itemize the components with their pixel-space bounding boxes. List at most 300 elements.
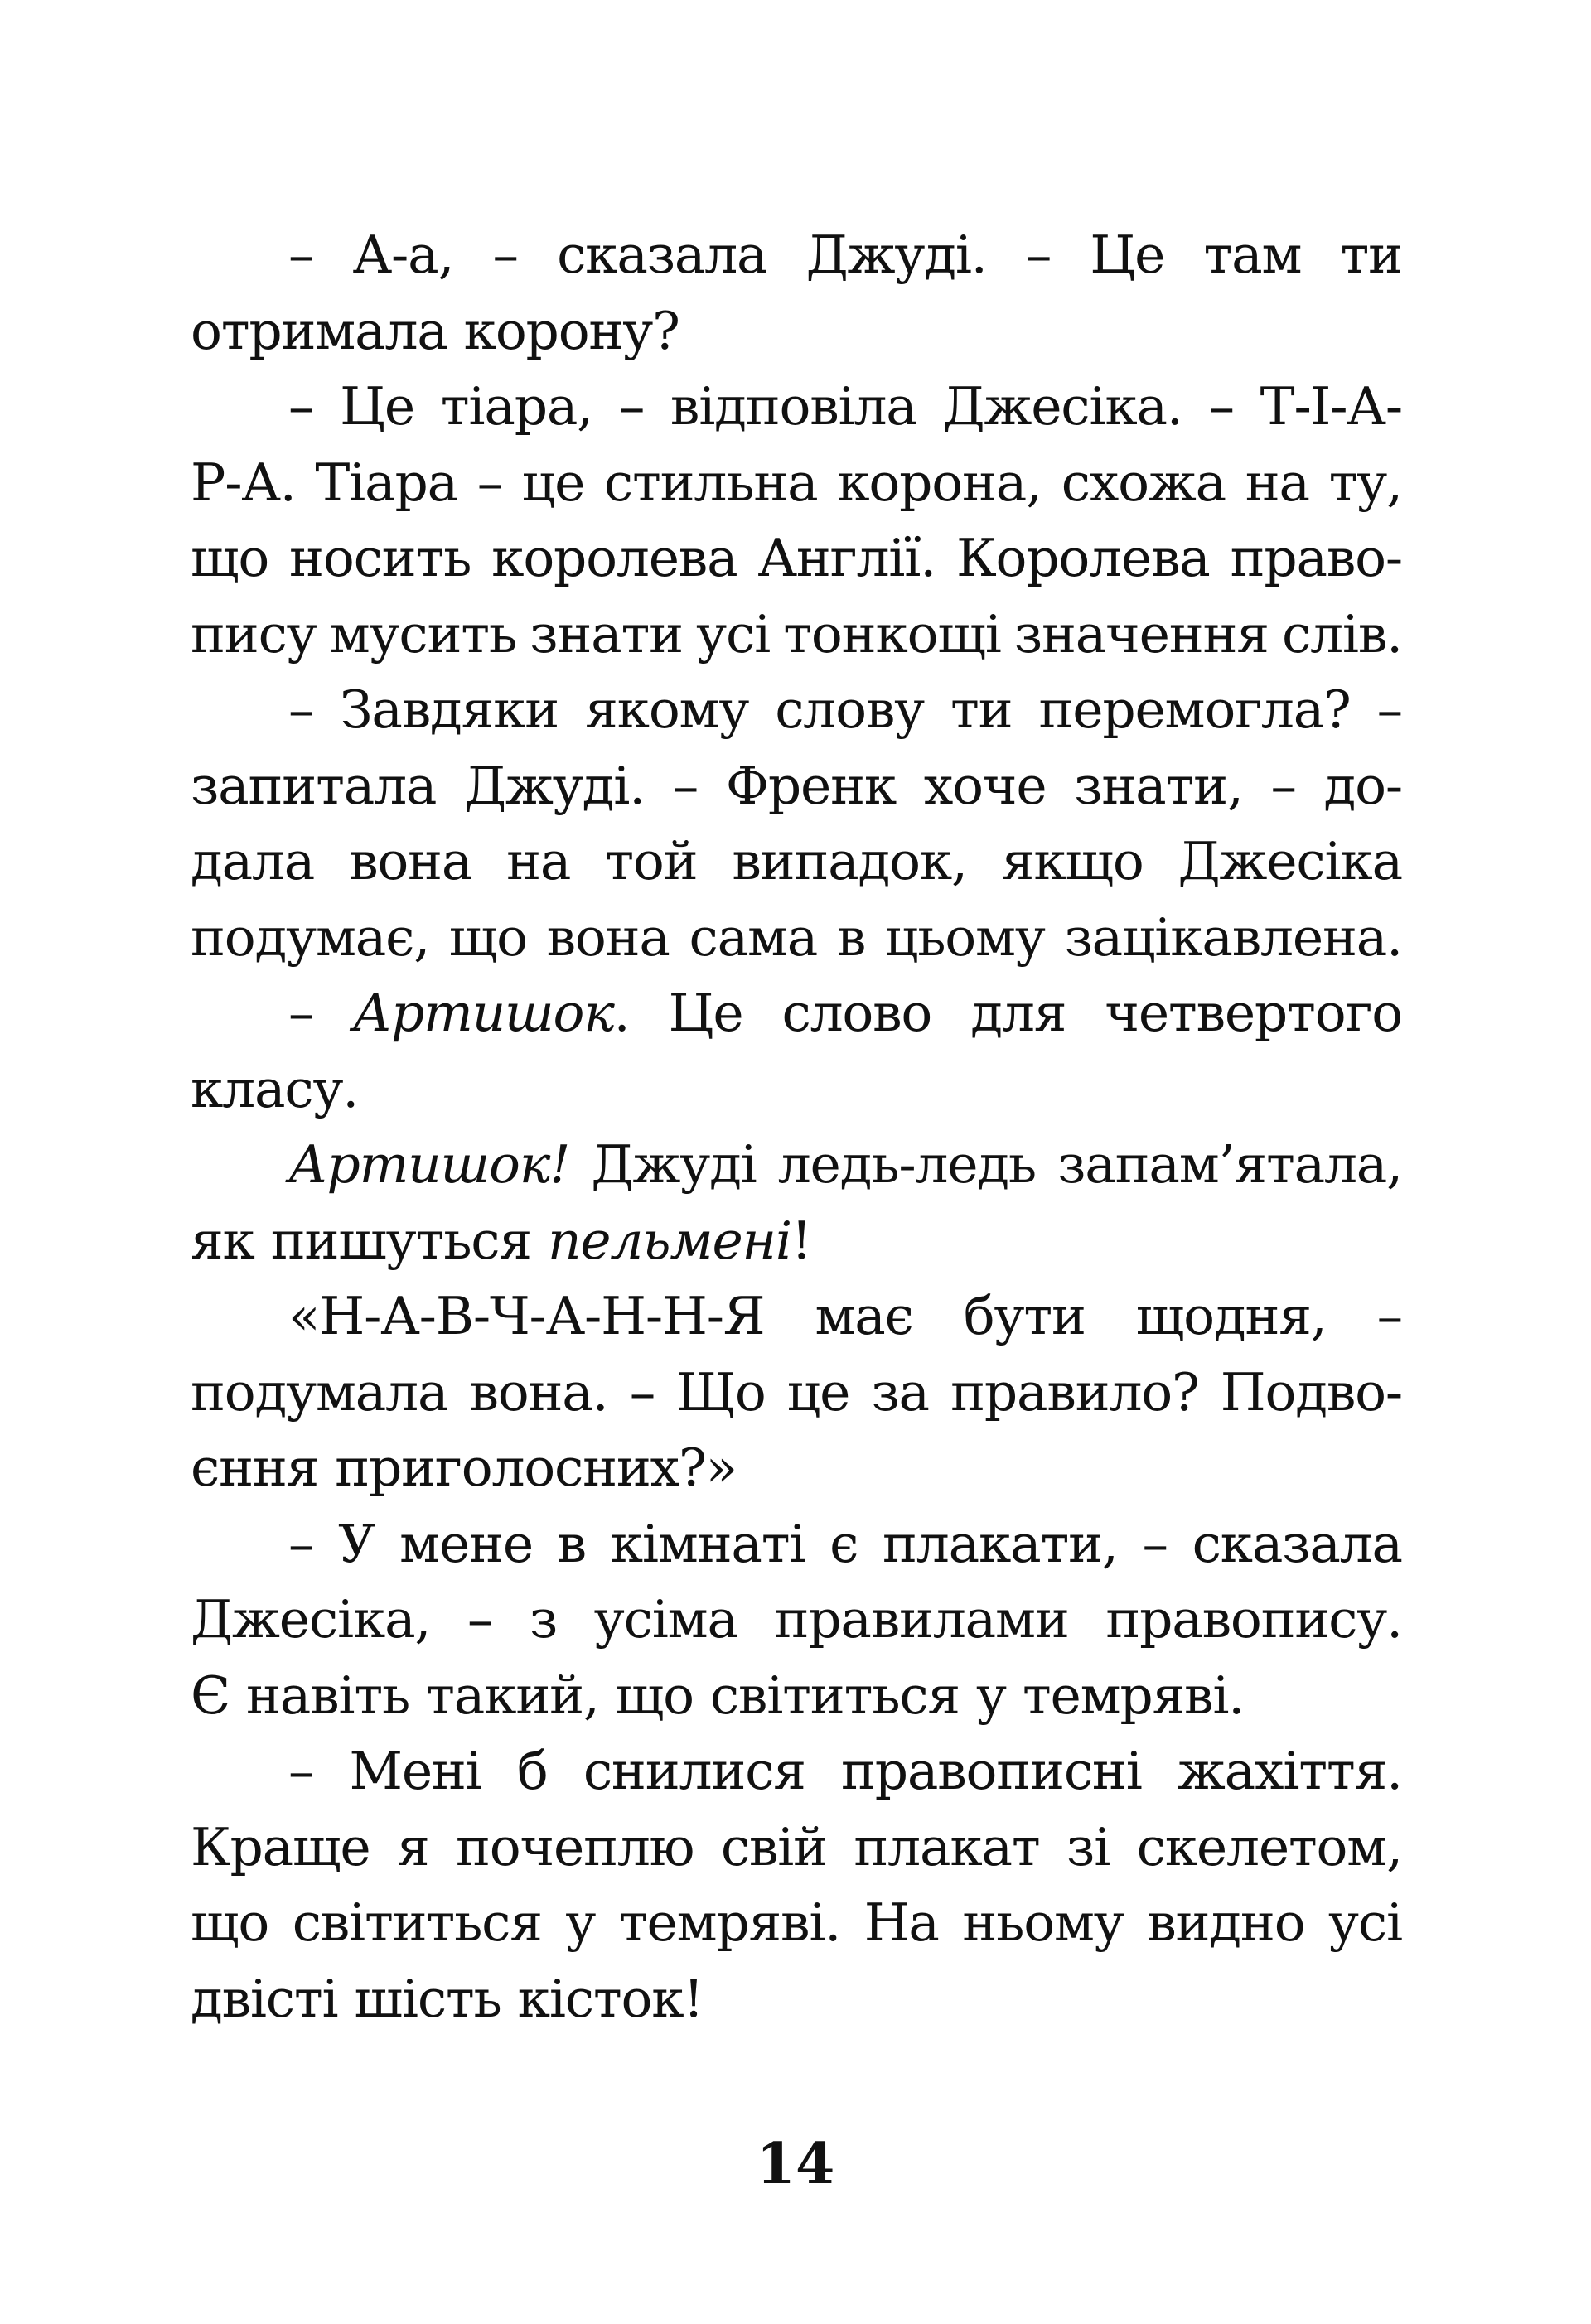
text: Тіара — [315, 452, 457, 513]
text: випадок, — [732, 831, 967, 891]
word — [1209, 369, 1234, 445]
text: мене — [399, 1513, 533, 1574]
word — [191, 1658, 230, 1734]
text: шість — [354, 1968, 501, 2029]
text-line — [191, 748, 1402, 824]
word — [315, 445, 457, 521]
text: знати — [530, 603, 683, 664]
text: – — [1376, 679, 1402, 740]
text: на — [1245, 452, 1309, 513]
word — [829, 1506, 858, 1582]
word — [775, 1582, 1069, 1658]
text-line — [191, 1203, 1402, 1279]
text: правописні — [840, 1741, 1142, 1801]
word — [1057, 1127, 1402, 1203]
word — [191, 445, 296, 521]
word — [1178, 824, 1402, 900]
word — [289, 520, 471, 597]
word — [565, 1885, 595, 1961]
word — [782, 975, 932, 1051]
word — [696, 597, 770, 673]
word — [191, 1885, 268, 1961]
text: «Н-А-В-Ч-А-Н-Н-Я — [288, 1286, 765, 1346]
text: слово — [781, 983, 932, 1043]
text: якому — [585, 679, 749, 740]
page-number: 14 — [756, 2131, 835, 2197]
text: плакати, — [882, 1513, 1118, 1574]
word — [962, 1885, 1123, 1961]
word — [585, 672, 748, 748]
text-line — [191, 1430, 1402, 1506]
text: – — [1376, 1286, 1402, 1346]
word — [191, 1582, 430, 1658]
text: цьому — [884, 906, 1045, 968]
text: в — [557, 1513, 586, 1574]
word — [732, 824, 967, 900]
word — [399, 1506, 533, 1582]
text: вона. — [469, 1361, 608, 1423]
text-line — [191, 975, 1402, 1051]
text: свій — [720, 1816, 827, 1877]
word — [726, 748, 896, 824]
text: з — [529, 1589, 558, 1650]
word — [288, 975, 313, 1051]
text: світиться — [709, 1664, 960, 1726]
text: Джесіка. — [942, 376, 1182, 437]
word — [1014, 597, 1269, 673]
text: Це — [340, 376, 414, 437]
text: що — [191, 1892, 269, 1953]
word — [288, 1506, 313, 1582]
text: Р-А. — [191, 452, 296, 513]
word — [557, 217, 766, 293]
word — [611, 1506, 805, 1582]
text: четвертого — [1105, 983, 1402, 1043]
text: подумає, — [191, 906, 430, 968]
text: хоче — [923, 755, 1047, 816]
word — [449, 900, 527, 976]
text: – — [288, 1513, 314, 1574]
word — [1245, 445, 1309, 521]
word — [950, 672, 1012, 748]
word — [288, 369, 313, 445]
text: світиться — [292, 1892, 542, 1953]
word — [558, 1506, 586, 1582]
word — [673, 748, 698, 824]
text: вона — [349, 831, 472, 891]
word — [1221, 1355, 1402, 1431]
text: Це — [668, 983, 743, 1043]
word — [837, 900, 865, 976]
text: що — [448, 906, 527, 968]
text: На — [863, 1892, 939, 1953]
text: – — [467, 1589, 493, 1650]
text: правилами — [774, 1589, 1069, 1650]
text: право- — [1230, 528, 1402, 588]
text-line — [191, 900, 1402, 976]
word — [1324, 748, 1402, 824]
word — [1023, 1658, 1244, 1734]
word — [191, 1430, 318, 1506]
text-line — [191, 824, 1402, 900]
text: темряві. — [1022, 1664, 1245, 1726]
body-text — [191, 217, 1402, 2037]
word — [1271, 748, 1296, 824]
word — [1064, 900, 1401, 976]
word — [349, 824, 471, 900]
text: у — [565, 1892, 596, 1953]
word — [689, 900, 818, 976]
word — [619, 1885, 840, 1961]
text: – — [672, 755, 699, 816]
text: Джесіка, — [191, 1589, 431, 1650]
text-line — [191, 1885, 1402, 1961]
word — [1136, 1278, 1327, 1355]
text: це — [521, 452, 585, 513]
word — [191, 597, 317, 673]
word — [191, 1203, 254, 1279]
word — [871, 1355, 929, 1431]
word — [1377, 672, 1402, 748]
text: – — [1142, 1513, 1168, 1574]
text: зі — [1066, 1816, 1110, 1877]
text: Джесіка — [1178, 831, 1402, 891]
text: пису — [191, 603, 317, 664]
text: ти — [950, 679, 1013, 740]
text: бути — [963, 1286, 1086, 1346]
text: б — [516, 1741, 548, 1801]
text: приголосних?» — [335, 1437, 737, 1498]
text: двісті — [191, 1968, 338, 2029]
text: в — [836, 906, 866, 968]
word — [246, 1658, 409, 1734]
text: почеплю — [456, 1816, 694, 1877]
text: А-а, — [352, 225, 454, 285]
word — [288, 217, 313, 293]
word — [837, 445, 1042, 521]
word — [1328, 1885, 1402, 1961]
italic-text: Артишок — [352, 983, 614, 1043]
text: корону? — [463, 300, 679, 361]
text: там — [1203, 225, 1302, 285]
text: носить — [289, 528, 471, 588]
word — [1282, 597, 1402, 673]
word — [330, 597, 516, 673]
word — [506, 824, 570, 900]
word — [467, 1582, 492, 1658]
text: Френк — [725, 755, 897, 816]
text: Завдяки — [340, 679, 559, 740]
text: правопису. — [1105, 1589, 1402, 1650]
text: правило? — [950, 1361, 1199, 1423]
text: слів. — [1282, 603, 1402, 664]
text: – — [288, 225, 314, 285]
text: Т-І-А- — [1260, 376, 1402, 437]
word — [464, 293, 679, 370]
text-line — [191, 1127, 1402, 1203]
word — [950, 1355, 1198, 1431]
word — [355, 1961, 501, 2037]
text: ледь-ледь — [777, 1134, 1036, 1195]
text: класу. — [191, 1058, 359, 1119]
word — [456, 1809, 694, 1886]
text: я — [396, 1816, 429, 1877]
text: сама — [689, 906, 818, 968]
word — [1231, 520, 1402, 597]
word — [1260, 369, 1402, 445]
word — [288, 1127, 569, 1203]
text: – — [1208, 376, 1234, 437]
word — [956, 520, 1210, 597]
text-line — [191, 672, 1402, 748]
text: для — [970, 983, 1066, 1043]
word — [1340, 217, 1401, 293]
word — [605, 824, 697, 900]
word — [1026, 217, 1051, 293]
text: – — [618, 376, 645, 437]
word — [619, 369, 644, 445]
text: королева — [491, 528, 737, 588]
word — [426, 1658, 599, 1734]
text: значення — [1013, 603, 1269, 664]
text: ти — [1340, 225, 1402, 285]
word — [1178, 1733, 1402, 1809]
text: корона, — [837, 452, 1042, 513]
text-line — [191, 520, 1402, 597]
text-line — [191, 1961, 1402, 2037]
word — [518, 1961, 704, 2037]
word — [547, 900, 670, 976]
text-line — [191, 445, 1402, 521]
word — [191, 1809, 370, 1886]
word — [491, 520, 737, 597]
text: усі — [1328, 1892, 1402, 1953]
word — [1066, 1809, 1110, 1886]
text: що — [615, 1664, 694, 1726]
word — [841, 1733, 1142, 1809]
text: Джуді. — [464, 755, 646, 816]
text-line — [191, 1658, 1402, 1734]
word — [604, 445, 818, 521]
text: – — [629, 1361, 655, 1423]
word — [340, 369, 414, 445]
word — [1038, 672, 1350, 748]
text: кісток! — [517, 1968, 704, 2029]
text: отримала — [191, 300, 447, 361]
word — [517, 1733, 548, 1809]
word — [1203, 217, 1301, 293]
word — [778, 1127, 1036, 1203]
word — [191, 520, 268, 597]
text: на — [506, 831, 571, 891]
text: – — [288, 376, 314, 437]
text: відповіла — [670, 376, 916, 437]
word — [616, 1658, 694, 1734]
word — [1061, 445, 1226, 521]
word — [350, 1733, 481, 1809]
text: У — [338, 1513, 375, 1574]
text: скелетом, — [1136, 1816, 1402, 1877]
text-line — [191, 1278, 1402, 1355]
word — [288, 1733, 313, 1809]
text-line — [191, 1582, 1402, 1658]
text: тіара, — [440, 376, 593, 437]
word — [806, 217, 987, 293]
word — [340, 672, 559, 748]
text: дала — [191, 831, 315, 891]
text: запитала — [191, 755, 437, 816]
text-line — [191, 1809, 1402, 1886]
word — [775, 672, 924, 748]
text: – — [492, 225, 518, 285]
text-line — [191, 217, 1402, 293]
text-line — [191, 1733, 1402, 1809]
word — [470, 1355, 608, 1431]
word — [191, 748, 436, 824]
text: запам’ятала, — [1057, 1134, 1402, 1195]
word — [885, 900, 1045, 976]
word — [924, 748, 1047, 824]
word — [854, 1809, 1039, 1886]
text: . — [613, 983, 630, 1043]
text: Мені — [349, 1741, 481, 1801]
word — [338, 1506, 375, 1582]
text: пишуться — [270, 1210, 531, 1271]
text: має — [815, 1286, 913, 1346]
text: навіть — [246, 1664, 410, 1726]
text: сказала — [557, 225, 767, 285]
word — [970, 975, 1066, 1051]
word — [288, 1278, 764, 1355]
text: усі — [696, 603, 771, 664]
word — [493, 217, 518, 293]
text: єння — [191, 1437, 319, 1498]
text: – — [1270, 755, 1296, 816]
italic-text: Артишок! — [288, 1134, 570, 1195]
text: тонкощі — [783, 603, 1001, 664]
word — [1074, 748, 1243, 824]
text: ту, — [1328, 452, 1402, 513]
text: кімнаті — [610, 1513, 805, 1574]
word — [191, 1051, 358, 1128]
word — [191, 824, 314, 900]
text: як — [191, 1210, 254, 1271]
text: ! — [791, 1210, 811, 1271]
text: у — [975, 1664, 1006, 1726]
word — [594, 1582, 737, 1658]
word — [1105, 975, 1402, 1051]
word — [530, 597, 683, 673]
word — [1377, 1278, 1402, 1355]
word — [548, 1203, 811, 1279]
text: Це — [1090, 225, 1165, 285]
word — [352, 975, 629, 1051]
word — [670, 369, 916, 445]
text: плакат — [854, 1816, 1040, 1877]
word — [815, 1278, 912, 1355]
text: Джуді — [591, 1134, 757, 1195]
word — [591, 1127, 756, 1203]
text: Подво- — [1220, 1361, 1402, 1423]
text: жахіття. — [1177, 1741, 1402, 1801]
text-line — [191, 597, 1402, 673]
text: Що — [676, 1361, 766, 1423]
text: той — [605, 831, 698, 891]
word — [441, 369, 592, 445]
word — [293, 1885, 542, 1961]
text-line — [191, 369, 1402, 445]
text-line — [191, 293, 1402, 370]
text: Джуді. — [805, 225, 987, 285]
word — [676, 1355, 765, 1431]
text-line — [191, 1506, 1402, 1582]
text: темряві. — [618, 1892, 841, 1953]
text: Краще — [191, 1816, 370, 1877]
text: знати, — [1074, 755, 1243, 816]
text: – — [288, 1741, 314, 1801]
text: – — [1025, 225, 1052, 285]
text: якщо — [1001, 831, 1144, 891]
word — [191, 1355, 447, 1431]
word — [721, 1809, 827, 1886]
word — [353, 217, 454, 293]
text: Королева — [955, 528, 1210, 588]
text: подумала — [191, 1361, 448, 1423]
word — [191, 1961, 338, 2037]
word — [1137, 1809, 1402, 1886]
word — [530, 1582, 557, 1658]
word — [1192, 1506, 1402, 1582]
word — [335, 1430, 737, 1506]
text: мусить — [329, 603, 517, 664]
text: перемогла? — [1038, 679, 1351, 740]
text-line — [191, 1051, 1402, 1128]
text: слову — [775, 679, 924, 740]
word — [976, 1658, 1006, 1734]
word — [288, 672, 313, 748]
word — [964, 1278, 1086, 1355]
word — [864, 1885, 939, 1961]
text: сказала — [1192, 1513, 1402, 1574]
text: такий, — [426, 1664, 599, 1726]
word — [1147, 1885, 1304, 1961]
text: ньому — [962, 1892, 1124, 1953]
word — [1002, 824, 1144, 900]
word — [757, 520, 936, 597]
text: снилися — [583, 1741, 805, 1801]
text: Є — [191, 1664, 230, 1726]
word — [1329, 445, 1402, 521]
text: Англії. — [757, 528, 936, 588]
word — [397, 1809, 429, 1886]
word — [522, 445, 584, 521]
text: що — [191, 528, 269, 588]
text: – — [288, 983, 314, 1043]
word — [883, 1506, 1118, 1582]
text: є — [829, 1513, 858, 1574]
word — [783, 597, 1000, 673]
word — [1143, 1506, 1168, 1582]
text: видно — [1147, 1892, 1305, 1953]
italic-text: пельмені — [547, 1210, 791, 1271]
word — [271, 1203, 531, 1279]
text: за — [871, 1361, 929, 1423]
word — [191, 293, 447, 370]
word — [477, 445, 502, 521]
word — [710, 1658, 960, 1734]
word — [464, 748, 645, 824]
word — [1105, 1582, 1402, 1658]
